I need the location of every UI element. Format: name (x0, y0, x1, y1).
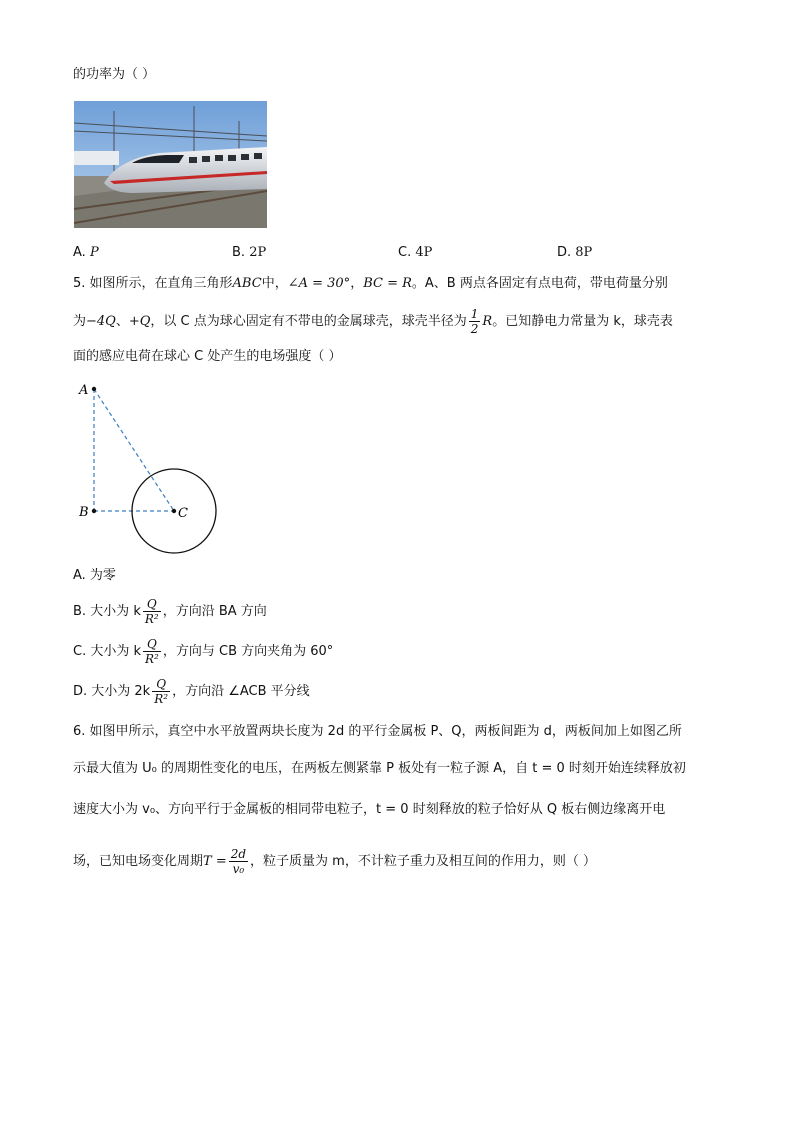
point-c (172, 509, 176, 513)
q5-option-a: A. 为零 (73, 568, 116, 583)
q5-option-d: D. 大小为 2k $\frac{Q}{\text{R²}}$ ，方向沿 ∠ACB 平分线 (73, 677, 310, 706)
q4-stem-tail: 的功率为（ ） (73, 67, 156, 82)
q6-stem-line4: 场，已知电场变化周期T = $\frac{2d}{\text{v₀}}$ ，粒子质量为 m，不计粒子重力及相互间的作用力，则（ ） (73, 847, 596, 876)
label-b: B (79, 505, 89, 520)
q6-stem-line3: 速度大小为 v₀、方向平行于金属板的相同带电粒子，t = 0 时刻释放的粒子恰好从 Q 板右侧边缘离开电 (73, 802, 666, 817)
q6-stem-line1: 6. 如图甲所示，真空中水平放置两块长度为 2d 的平行金属板 P、Q，两板间距为 d，两板间加上如图乙所 (73, 724, 682, 739)
q5-triangle-figure (70, 375, 230, 560)
fraction-half: $\frac{1}{2}$ (470, 307, 479, 336)
q5-option-c: C. 大小为 k $\frac{Q}{\text{R²}}$ ，方向与 CB 方向夹角为 60° (73, 637, 334, 666)
q4-option-c: C. 4P (398, 245, 433, 260)
label-c: C (178, 506, 188, 521)
q6-stem-line2: 示最大值为 U₀ 的周期性变化的电压，在两板左侧紧靠 P 板处有一粒子源 A，自 t = 0 时刻开始连续释放初 (73, 761, 686, 776)
label-a: A (79, 383, 89, 398)
point-a (92, 387, 96, 391)
q5-option-b: B. 大小为 k $\frac{Q}{\text{R²}}$ ，方向沿 BA 方向 (73, 597, 267, 626)
q4-option-b: B. 2P (232, 245, 267, 260)
q5-stem-line1: 5. 如图所示，在直角三角形ABC中，∠A = 30°，BC = R。A、B 两点各固定有点电荷，带电荷量分别 (73, 276, 668, 291)
train-photo (74, 101, 267, 228)
q4-option-d: D. 8P (557, 245, 593, 260)
q4-option-a: A. P (73, 245, 99, 260)
q5-stem-line3: 面的感应电荷在球心 C 处产生的电场强度（ ） (73, 349, 342, 364)
edge-ac (94, 389, 174, 511)
point-b (92, 509, 96, 513)
q5-stem-line2: 为−4Q、+Q，以 C 点为球心固定有不带电的金属球壳，球壳半径为 $\frac{1}{2}$ R。已知静电力常量为 k，球壳表 (73, 307, 673, 336)
